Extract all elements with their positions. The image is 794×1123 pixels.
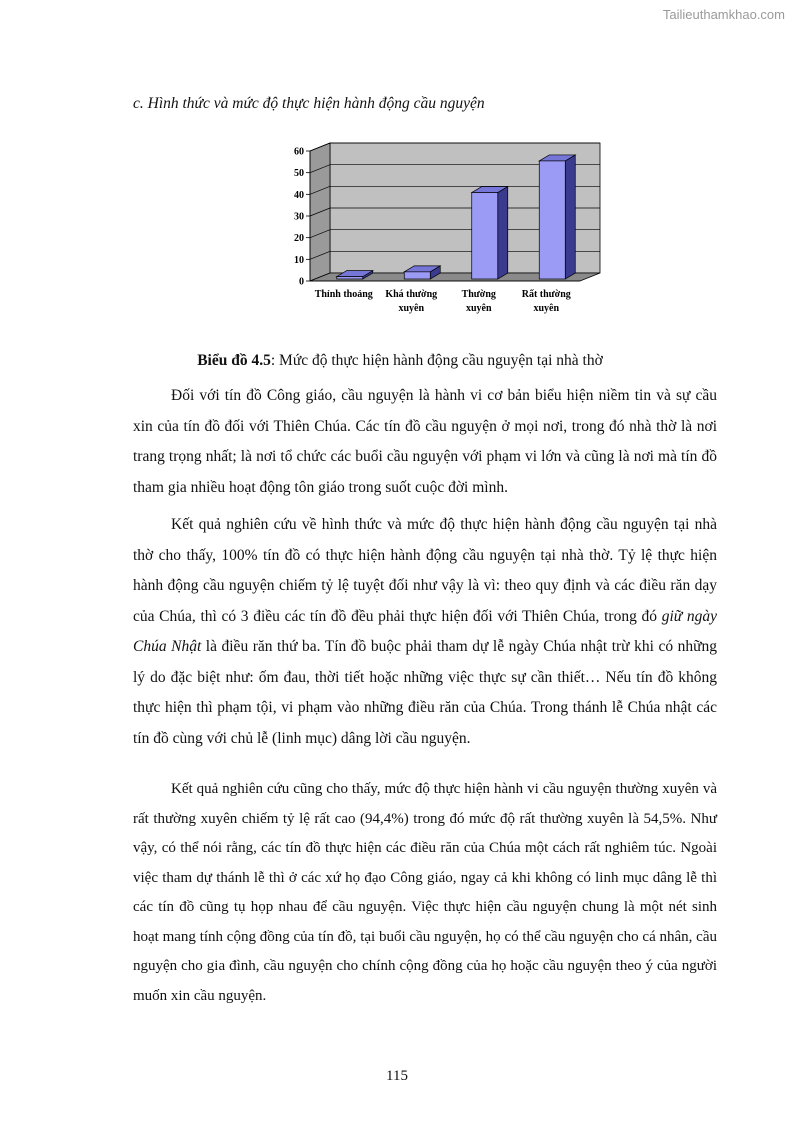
watermark: Tailieuthamkhao.com [662, 7, 785, 22]
caption-text: : Mức độ thực hiện hành động cầu nguyện tại nhà thờ [270, 352, 603, 369]
chart-bar [539, 161, 565, 279]
chart-y-tick-label: 60 [294, 146, 304, 158]
chart-x-tick-label: xuyên [533, 303, 560, 314]
paragraph-2-text-a: Kết quả nghiên cứu về hình thức và mức độ thực hiện hành động cầu nguyện tại nhà thờ cho thấy, 100% tín đồ có thực hiện hành động cầu nguyện tại nhà thờ. Tỷ lệ thực hiện hành động cầu nguyện chiếm tỷ lệ tuyệt đối như vậy là vì: theo quy định và các điều răn dạy của Chúa, thì có 3 điều các tín đồ đều phải thực hiện đối với Thiên Chúa, trong đó [133, 516, 717, 625]
chart-x-tick-label: Rất thường [521, 289, 571, 300]
chart-bar-side [565, 155, 575, 279]
chart-x-tick-label: xuyên [465, 303, 492, 314]
paragraph-1: Đối với tín đồ Công giáo, cầu nguyện là hành vi cơ bản biểu hiện niềm tin và sự cầu xin của tín đồ đối với Thiên Chúa. Các tín đồ cầu nguyện ở mọi nơi, trong đó nhà thờ là nơi trang trọng nhất; là nơi tổ chức các buổi cầu nguyện với phạm vi lớn và cũng là nơi mà tín đồ tham gia nhiều hoạt động tôn giáo trong suốt cuộc đời mình. [133, 387, 717, 496]
chart-bar [337, 277, 363, 279]
chart-bar [404, 272, 430, 279]
chart-y-tick-label: 30 [294, 211, 304, 223]
section-heading: c. Hình thức và mức độ thực hiện hành động cầu nguyện [133, 95, 485, 112]
paragraph-2 [133, 510, 717, 754]
chart-x-tick-label: Thường [461, 289, 496, 300]
bar-chart [280, 135, 610, 325]
paragraph-2-italic: giữ ngày Chúa Nhật [133, 607, 718, 655]
chart-bar [472, 193, 498, 279]
paragraph-2-text-b: là điều răn thứ ba. Tín đồ buộc phải tham dự lễ ngày Chúa nhật trừ khi có những lý do đặc biệt như: ốm đau, thời tiết hoặc những việc thực sự cần thiết… Nếu tín đồ không thực hiện thì phạm tội, vi phạm vào những điều răn của Chúa. Trong thánh lễ Chúa nhật các tín đồ cùng với chủ lễ (linh mục) dâng lời cầu nguyện. [133, 638, 717, 747]
chart-y-tick-label: 20 [294, 233, 304, 245]
chart-x-tick-label: xuyên [398, 303, 425, 314]
paragraph-3: Kết quả nghiên cứu cũng cho thấy, mức độ thực hiện hành vi cầu nguyện thường xuyên và rất thường xuyên chiếm tỷ lệ rất cao (94,4%) trong đó mức độ rất thường xuyên là 54,5%. Như vậy, có thể nói rằng, các tín đồ thực hiện các điều răn của Chúa một cách rất nghiêm túc. Ngoài việc tham dự thánh lễ thì ở các xứ họ đạo Công giáo, ngay cả khi không có linh mục dâng lễ thì các tín đồ cũng tụ họp nhau để cầu nguyện. Việc thực hiện cầu nguyện chung là một nét sinh hoạt mang tính cộng đồng của tín đồ, tại buổi cầu nguyện, họ có thể cầu nguyện cho cá nhân, cầu nguyện cho gia đình, cầu nguyện cho chính cộng đồng của họ hoặc cầu nguyện theo ý của người muốn xin cầu nguyện. [133, 781, 717, 1004]
chart-x-tick-label: Thỉnh thoảng [314, 289, 373, 300]
figure-caption [133, 352, 667, 370]
chart-y-tick-label: 50 [294, 168, 304, 180]
page-number: 115 [386, 1068, 408, 1084]
caption-label: Biểu đồ 4.5 [197, 352, 271, 369]
chart-y-tick-label: 40 [294, 189, 304, 201]
chart-y-tick-label: 10 [294, 254, 304, 266]
chart-y-tick-label: 0 [299, 276, 304, 288]
chart-bar-side [498, 187, 508, 279]
chart-x-tick-label: Khá thường [385, 289, 438, 300]
